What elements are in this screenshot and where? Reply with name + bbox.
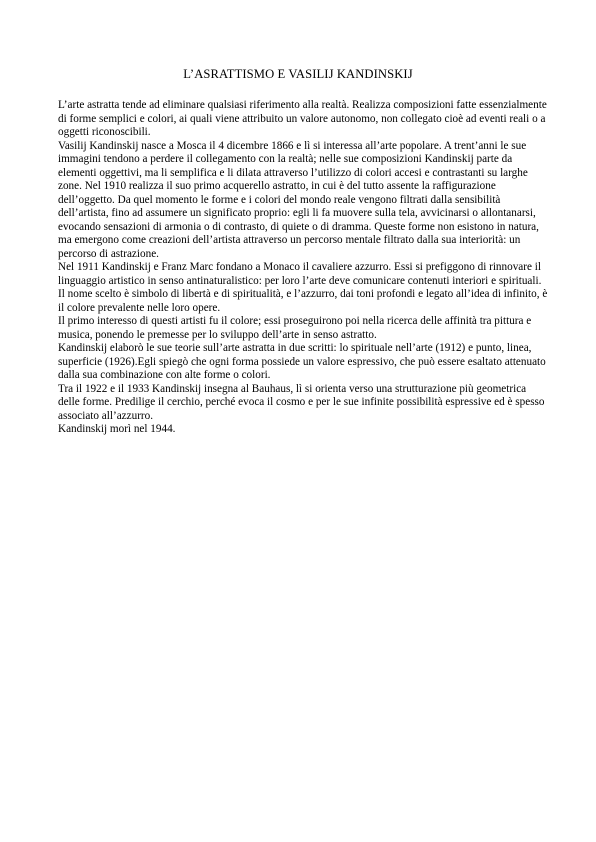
paragraph-blue-rider: Nel 1911 Kandinskij e Franz Marc fondano a Monaco il cavaliere azzurro. Essi si prefiggono di rinnovare il linguaggio artistico in senso antinaturalistico: per loro l’arte deve comunicare contenuti interiori e spirituali. Il nome scelto è simbolo di libertà e di spiritualità, e l’azzurro, dai toni profondi e legato all’idea di infinito, è il colore prevalente nelle loro opere. xyxy=(58,261,548,314)
paragraph-intro: L’arte astratta tende ad eliminare qualsiasi riferimento alla realtà. Realizza composizioni fatte essenzialmente di forme semplici e colori, ai quali viene attribuito un valore autonomo, non collegato cioè ad eventi reali o a oggetti riconoscibili. xyxy=(58,99,547,138)
paragraph-color-music: Il primo interesso di questi artisti fu il colore; essi proseguirono poi nella ricerca delle affinità tra pittura e musica, ponendo le premesse per lo sviluppo dell’arte in senso astratto. xyxy=(58,315,532,341)
paragraph-death: Kandinskij morì nel 1944. xyxy=(58,423,176,435)
document-title: L’ASRATTISMO E VASILIJ KANDINSKIJ xyxy=(183,67,413,81)
paragraph-bauhaus: Tra il 1922 e il 1933 Kandinskij insegna al Bauhaus, lì si orienta verso una strutturazione più geometrica delle forme. Predilige il cerchio, perché evoca il cosmo e per le sue infinite possibilità espressive ed è spesso associato all’azzurro. xyxy=(58,382,545,422)
paragraph-biography: Vasilij Kandinskij nasce a Mosca il 4 dicembre 1866 e lì si interessa all’arte popolare. A trent’anni le sue immagini tendono a perdere il collegamento con la realtà; nelle sue composizioni Kandinskij parte da elementi oggettivi, ma li semplifica e li dilata attraverso l’utilizzo di colori accesi e contrastanti su larghe zone. Nel 1910 realizza il suo primo acquerello astratto, in cui è del tutto assente la raffigurazione dell’oggetto. Da quel momento le forme e i colori del mondo reale vengono filtrati dalla sensibilità dell’artista, fino ad assumere un significato proprio: egli li fa muovere sulla tela, avvicinarsi o allontanarsi, evocando sensazioni di armonia o di contrasto, di quiete o di dramma. Queste forme non esistono in natura, ma emergono come creazioni dell’artista attraverso un percorso mentale filtrato dalla sua interiorità: un percorso di astrazione. xyxy=(58,139,539,260)
paragraph-theories: Kandinskij elaborò le sue teorie sull’arte astratta in due scritti: lo spirituale nell’arte (1912) e punto, linea, superficie (1926).Egli spiegò che ogni forma possiede un valore espressivo, che può essere esaltato attenuato dalla sua combinazione con alte forme o colori. xyxy=(58,342,546,381)
document-body xyxy=(58,99,548,437)
